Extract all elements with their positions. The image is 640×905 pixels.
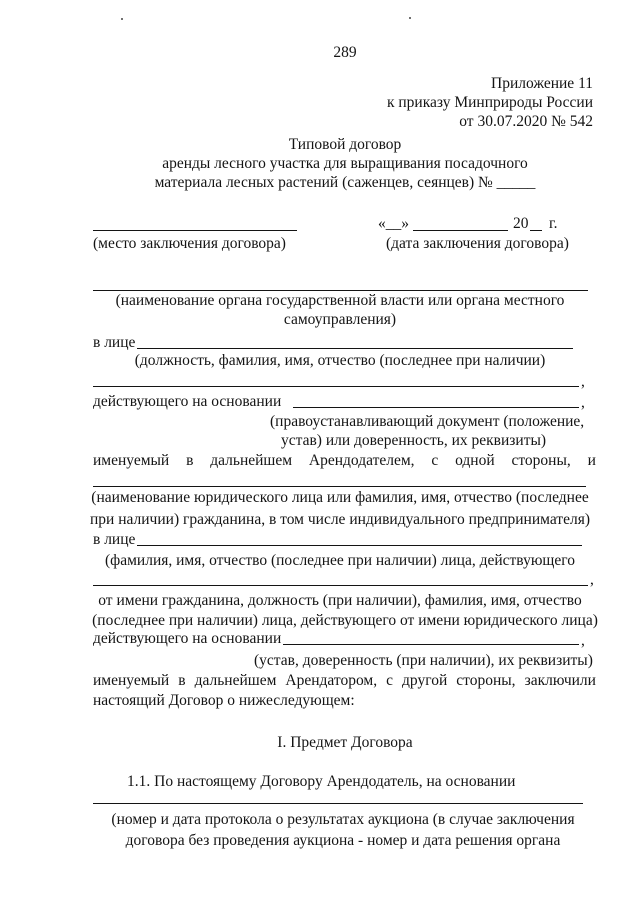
authority-field-line [93, 290, 588, 291]
entity-caption-line2: при наличии) гражданина, в том числе индивидуального предпринимателя) [90, 511, 590, 528]
justified-word: заключили [524, 672, 596, 689]
protocol-caption-line2: договора без проведения аукциона - номер и дата решения органа [125, 832, 561, 849]
year-prefix: 20 [513, 215, 529, 232]
justified-word: в [178, 672, 186, 689]
lessor-representative-field-line-2 [93, 386, 579, 387]
protocol-field-line [93, 803, 583, 804]
place-caption: (место заключения договора) [93, 235, 286, 252]
lessor-representative-caption: (должность, фамилия, имя, отчество (последнее при наличии) [134, 352, 546, 369]
entity-caption-line1: (наименование юридического лица или фамилия, имя, отчество (последнее [91, 489, 589, 506]
charter-caption: (устав, доверенность (при наличии), их реквизиты) [254, 652, 593, 669]
appendix-date: от 30.07.2020 № 542 [459, 113, 593, 130]
justified-word: Арендатором, [285, 672, 378, 689]
document-subtitle-line2: материала лесных растений (саженцев, сеянцев) № _____ [154, 174, 536, 191]
justified-word: именуемый [93, 452, 170, 469]
acting-basis-label: действующего на основании [93, 630, 282, 647]
year-suffix: г. [549, 215, 558, 232]
justified-word: стороны, [456, 672, 516, 689]
comma: , [581, 632, 585, 649]
representative-caption-line1: (фамилия, имя, отчество (последнее при наличии) лица, действующего [105, 552, 575, 569]
representative-caption-line3: (последнее при наличии) лица, действующего от имени юридического лица) [92, 612, 598, 629]
protocol-caption-line1: (номер и дата протокола о результатах аукциона (в случае заключения [111, 811, 575, 828]
justified-word: Арендодателем, [308, 452, 415, 469]
document-subtitle-line1: аренды лесного участка для выращивания посадочного [162, 155, 528, 172]
date-caption: (дата заключения договора) [386, 235, 569, 252]
basis-doc-caption-line2: устав) или доверенность, их реквизиты) [281, 432, 547, 449]
day-field: «__» [378, 215, 409, 232]
in-person-label: в лице [93, 531, 136, 548]
page-number: 289 [333, 44, 357, 61]
place-field-line [93, 230, 297, 231]
appendix-label: Приложение 11 [491, 75, 593, 92]
justified-word: и [587, 452, 596, 469]
justified-word: другой [402, 672, 448, 689]
justified-word: стороны, [511, 452, 571, 469]
scan-speck [121, 18, 123, 20]
representative-caption-line2: от имени гражданина, должность (при наличии), фамилия, имя, отчество [98, 592, 582, 609]
justified-word: с [386, 672, 394, 689]
lessor-designation-line [93, 452, 596, 471]
justified-word: в [186, 452, 194, 469]
basis-doc-caption-line1: (правоустанавливающий документ (положение, [270, 413, 585, 430]
comma: , [581, 394, 585, 411]
justified-word: именуемый [93, 672, 170, 689]
justified-word: дальнейшем [210, 452, 293, 469]
document-title: Типовой договор [288, 136, 402, 153]
agreement-text: настоящий Договор о нижеследующем: [93, 692, 355, 709]
comma: , [590, 571, 594, 588]
authority-caption-line1: (наименование органа государственной власти или органа местного [115, 292, 565, 309]
lessee-name-field-line [93, 486, 586, 487]
acting-basis-label: действующего на основании [93, 393, 282, 410]
scan-speck [409, 17, 411, 19]
month-field-line [413, 230, 508, 231]
lessee-designation-line [93, 672, 596, 691]
lessor-basis-field-line [293, 407, 579, 408]
in-person-label: в лице [93, 334, 136, 351]
comma: , [581, 373, 585, 390]
appendix-order: к приказу Минприроды России [386, 94, 593, 111]
authority-caption-line2: самоуправления) [283, 311, 397, 328]
year-field-line [530, 230, 542, 231]
lessee-basis-field-line [283, 644, 579, 645]
justified-word: одной [455, 452, 495, 469]
clause-1-1: 1.1. По настоящему Договору Арендодатель, на основании [127, 773, 516, 790]
lessee-representative-field-line [137, 545, 582, 546]
lessor-representative-field-line [137, 348, 573, 349]
section-heading: I. Предмет Договора [277, 734, 413, 751]
justified-word: с [431, 452, 439, 469]
justified-word: дальнейшем [194, 672, 277, 689]
lessee-representative-field-line-2 [93, 585, 588, 586]
